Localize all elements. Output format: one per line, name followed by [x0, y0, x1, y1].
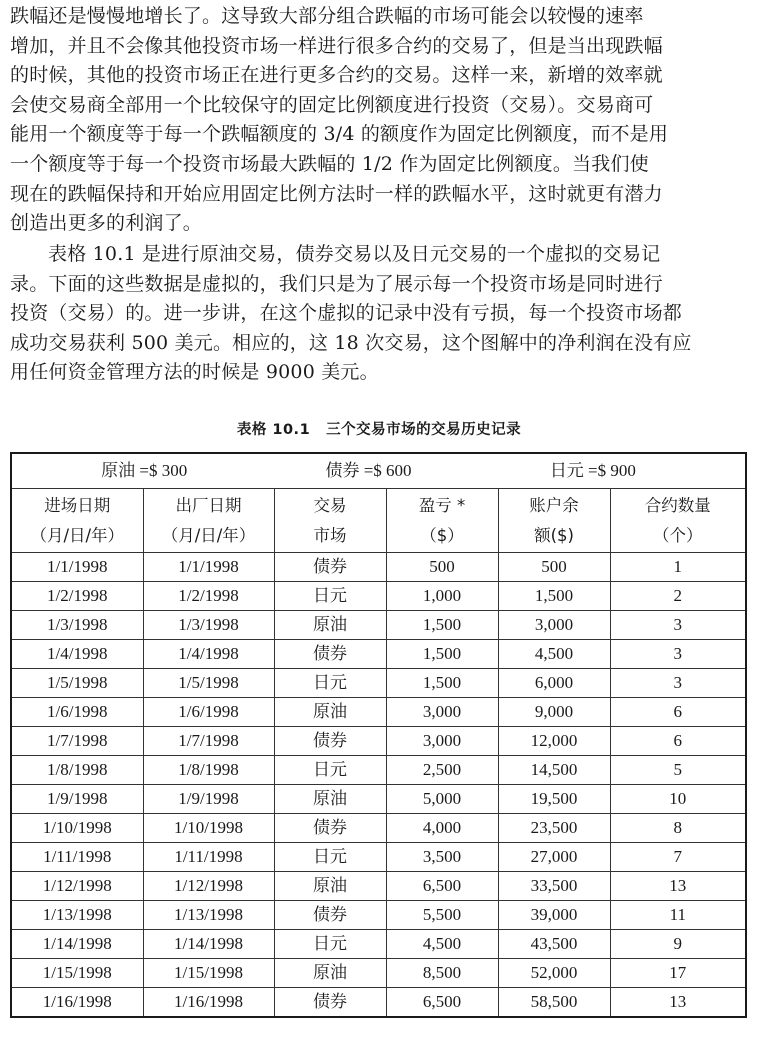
- cell-account-balance: 12,000: [498, 727, 610, 756]
- cell-profit-loss: 6,500: [386, 872, 498, 901]
- cell-market: 原油: [274, 611, 386, 640]
- cell-contracts: 5: [610, 756, 746, 785]
- cell-contracts: 10: [610, 785, 746, 814]
- cell-entry-date: 1/15/1998: [11, 959, 143, 988]
- cell-account-balance: 19,500: [498, 785, 610, 814]
- cell-exit-date: 1/10/1998: [143, 814, 274, 843]
- cell-contracts: 3: [610, 669, 746, 698]
- header-row: [11, 489, 746, 553]
- text-line: 能用一个额度等于每一个跌幅额度的 3/4 的额度作为固定比例额度，而不是用: [10, 123, 669, 146]
- cell-profit-loss: 1,500: [386, 669, 498, 698]
- text-line: 的时候，其他的投资市场正在进行更多合约的交易。这样一来，新增的效率就: [10, 64, 663, 87]
- header-subtext: （月/日/年）: [161, 525, 256, 545]
- header-text: 合约数量: [644, 495, 711, 515]
- cell-market: 原油: [274, 785, 386, 814]
- cell-entry-date: 1/12/1998: [11, 872, 143, 901]
- cell-exit-date: 1/15/1998: [143, 959, 274, 988]
- cell-entry-date: 1/2/1998: [11, 582, 143, 611]
- cell-exit-date: 1/11/1998: [143, 843, 274, 872]
- price-bonds: 债券 =$ 600: [325, 461, 412, 480]
- cell-contracts: 7: [610, 843, 746, 872]
- text-line: 跌幅还是慢慢地增长了。这导致大部分组合跌幅的市场可能会以较慢的速率: [10, 5, 644, 27]
- cell-exit-date: 1/14/1998: [143, 930, 274, 959]
- header-contracts: [610, 489, 746, 553]
- header-entry-date: [11, 489, 143, 553]
- cell-exit-date: 1/12/1998: [143, 872, 274, 901]
- cell-profit-loss: 4,000: [386, 814, 498, 843]
- cell-contracts: 9: [610, 930, 746, 959]
- header-exit-date: [143, 489, 274, 553]
- table-caption: [0, 418, 758, 439]
- cell-account-balance: 27,000: [498, 843, 610, 872]
- table-row: [11, 988, 746, 1018]
- header-profit-loss: [386, 489, 498, 553]
- header-text: 进场日期: [44, 495, 111, 515]
- cell-entry-date: 1/9/1998: [11, 785, 143, 814]
- cell-market: 债券: [274, 814, 386, 843]
- cell-profit-loss: 6,500: [386, 988, 498, 1018]
- cell-exit-date: 1/9/1998: [143, 785, 274, 814]
- header-subtext: 市场: [313, 525, 347, 545]
- cell-account-balance: 4,500: [498, 640, 610, 669]
- cell-account-balance: 6,000: [498, 669, 610, 698]
- cell-contracts: 13: [610, 872, 746, 901]
- text-line: 投资（交易）的。进一步讲，在这个虚拟的记录中没有亏损，每一个投资市场都: [10, 302, 683, 325]
- cell-contracts: 6: [610, 727, 746, 756]
- table-row: [11, 756, 746, 785]
- cell-entry-date: 1/14/1998: [11, 930, 143, 959]
- cell-exit-date: 1/13/1998: [143, 901, 274, 930]
- cell-entry-date: 1/16/1998: [11, 988, 143, 1018]
- cell-entry-date: 1/4/1998: [11, 640, 143, 669]
- cell-contracts: 3: [610, 611, 746, 640]
- cell-contracts: 3: [610, 640, 746, 669]
- cell-contracts: 2: [610, 582, 746, 611]
- cell-market: 债券: [274, 640, 386, 669]
- cell-profit-loss: 500: [386, 553, 498, 582]
- cell-profit-loss: 3,000: [386, 698, 498, 727]
- cell-entry-date: 1/8/1998: [11, 756, 143, 785]
- table-row: [11, 669, 746, 698]
- header-account-balance: [498, 489, 610, 553]
- cell-account-balance: 3,000: [498, 611, 610, 640]
- paragraph-intro: [10, 2, 752, 239]
- cell-entry-date: 1/10/1998: [11, 814, 143, 843]
- header-text: 交易: [313, 495, 347, 515]
- price-yen: 日元 =$ 900: [549, 461, 636, 480]
- header-subtext: 额($): [534, 525, 574, 545]
- cell-contracts: 17: [610, 959, 746, 988]
- table-row: [11, 901, 746, 930]
- cell-entry-date: 1/5/1998: [11, 669, 143, 698]
- cell-profit-loss: 4,500: [386, 930, 498, 959]
- cell-market: 日元: [274, 669, 386, 698]
- cell-account-balance: 14,500: [498, 756, 610, 785]
- cell-account-balance: 43,500: [498, 930, 610, 959]
- cell-profit-loss: 8,500: [386, 959, 498, 988]
- cell-account-balance: 9,000: [498, 698, 610, 727]
- cell-contracts: 6: [610, 698, 746, 727]
- cell-exit-date: 1/6/1998: [143, 698, 274, 727]
- cell-profit-loss: 5,500: [386, 901, 498, 930]
- cell-contracts: 8: [610, 814, 746, 843]
- cell-account-balance: 23,500: [498, 814, 610, 843]
- cell-market: 债券: [274, 901, 386, 930]
- header-subtext: （个）: [653, 525, 703, 545]
- header-text: 账户余: [529, 495, 579, 515]
- table-row: [11, 727, 746, 756]
- table-caption-title: 三个交易市场的交易历史记录: [326, 422, 522, 438]
- cell-exit-date: 1/8/1998: [143, 756, 274, 785]
- cell-contracts: 11: [610, 901, 746, 930]
- cell-exit-date: 1/7/1998: [143, 727, 274, 756]
- cell-profit-loss: 3,000: [386, 727, 498, 756]
- trade-history-table: [10, 452, 747, 1018]
- cell-market: 债券: [274, 988, 386, 1018]
- text-line: 用任何资金管理方法的时候是 9000 美元。: [10, 361, 379, 384]
- cell-account-balance: 52,000: [498, 959, 610, 988]
- table-row: [11, 785, 746, 814]
- table-row: [11, 640, 746, 669]
- cell-account-balance: 500: [498, 553, 610, 582]
- header-text: 出厂日期: [175, 495, 242, 515]
- cell-profit-loss: 5,000: [386, 785, 498, 814]
- table-row: [11, 698, 746, 727]
- cell-profit-loss: 1,000: [386, 582, 498, 611]
- header-subtext: （月/日/年）: [30, 525, 125, 545]
- text-line: 表格 10.1 是进行原油交易，债券交易以及日元交易的一个虚拟的交易记: [48, 243, 661, 265]
- cell-entry-date: 1/11/1998: [11, 843, 143, 872]
- header-text: 盈亏 *: [418, 495, 466, 515]
- table-row: [11, 553, 746, 582]
- cell-account-balance: 58,500: [498, 988, 610, 1018]
- table-caption-number: 表格 10.1: [236, 422, 311, 438]
- header-subtext: （$）: [420, 525, 464, 545]
- cell-account-balance: 33,500: [498, 872, 610, 901]
- cell-exit-date: 1/3/1998: [143, 611, 274, 640]
- price-cell: [11, 453, 746, 489]
- text-line: 创造出更多的利润了。: [10, 212, 203, 235]
- text-line: 录。下面的这些数据是虚拟的，我们只是为了展示每一个投资市场是同时进行: [10, 272, 663, 295]
- cell-profit-loss: 1,500: [386, 611, 498, 640]
- cell-market: 日元: [274, 930, 386, 959]
- text-line: 增加，并且不会像其他投资市场一样进行很多合约的交易了，但是当出现跌幅: [10, 34, 663, 57]
- cell-entry-date: 1/3/1998: [11, 611, 143, 640]
- text-line: 成功交易获利 500 美元。相应的，这 18 次交易，这个图解中的净利润在没有应: [10, 331, 692, 354]
- cell-exit-date: 1/1/1998: [143, 553, 274, 582]
- cell-exit-date: 1/2/1998: [143, 582, 274, 611]
- price-row: [11, 453, 746, 489]
- table-row: [11, 814, 746, 843]
- cell-market: 债券: [274, 553, 386, 582]
- price-crude-oil: 原油 =$ 300: [101, 461, 188, 480]
- cell-entry-date: 1/1/1998: [11, 553, 143, 582]
- cell-market: 债券: [274, 727, 386, 756]
- table-row: [11, 959, 746, 988]
- text-line: 现在的跌幅保持和开始应用固定比例方法时一样的跌幅水平，这时就更有潜力: [10, 182, 663, 205]
- cell-market: 原油: [274, 698, 386, 727]
- cell-contracts: 13: [610, 988, 746, 1018]
- cell-market: 日元: [274, 582, 386, 611]
- table-row: [11, 582, 746, 611]
- paragraph-table-description: [10, 240, 752, 388]
- cell-profit-loss: 1,500: [386, 640, 498, 669]
- cell-entry-date: 1/13/1998: [11, 901, 143, 930]
- table-row: [11, 843, 746, 872]
- cell-exit-date: 1/16/1998: [143, 988, 274, 1018]
- cell-contracts: 1: [610, 553, 746, 582]
- header-market: [274, 489, 386, 553]
- table-row: [11, 930, 746, 959]
- table-row: [11, 872, 746, 901]
- text-line: 一个额度等于每一个投资市场最大跌幅的 1/2 作为固定比例额度。当我们使: [10, 152, 649, 175]
- cell-profit-loss: 2,500: [386, 756, 498, 785]
- table-row: [11, 611, 746, 640]
- cell-exit-date: 1/4/1998: [143, 640, 274, 669]
- cell-market: 日元: [274, 843, 386, 872]
- cell-market: 日元: [274, 756, 386, 785]
- cell-entry-date: 1/6/1998: [11, 698, 143, 727]
- cell-market: 原油: [274, 872, 386, 901]
- cell-exit-date: 1/5/1998: [143, 669, 274, 698]
- cell-market: 原油: [274, 959, 386, 988]
- cell-entry-date: 1/7/1998: [11, 727, 143, 756]
- cell-account-balance: 39,000: [498, 901, 610, 930]
- text-line: 会使交易商全部用一个比较保守的固定比例额度进行投资（交易）。交易商可: [10, 93, 654, 116]
- cell-account-balance: 1,500: [498, 582, 610, 611]
- cell-profit-loss: 3,500: [386, 843, 498, 872]
